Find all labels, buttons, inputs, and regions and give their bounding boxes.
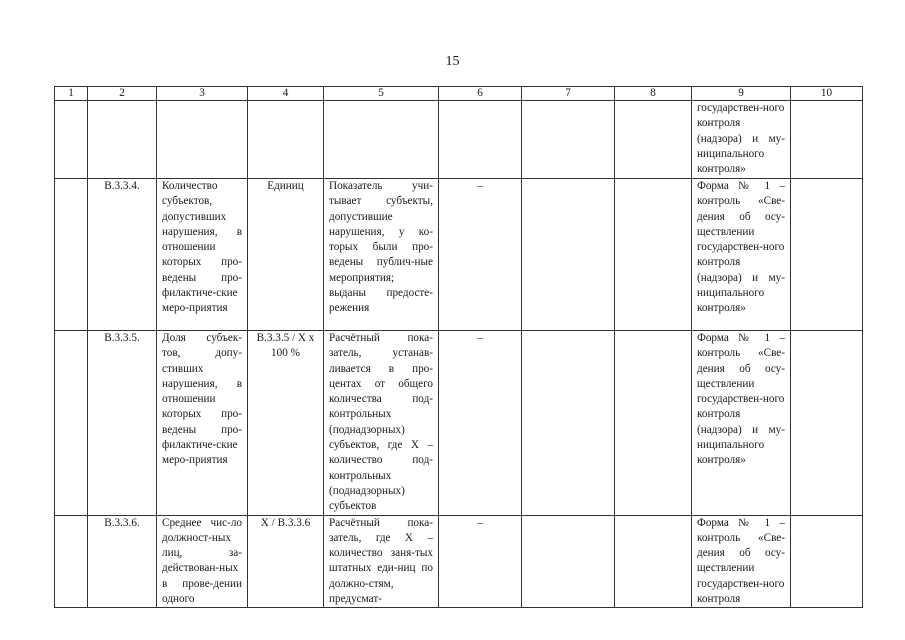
cell-col6: – [439, 515, 522, 608]
cell-col1 [55, 179, 88, 331]
column-header: 7 [522, 87, 615, 101]
cell-col7 [522, 101, 615, 179]
cell-col1 [55, 331, 88, 516]
column-header: 4 [248, 87, 324, 101]
cell-col6 [439, 101, 522, 179]
cell-col6: – [439, 331, 522, 516]
cell-code: В.3.3.4. [88, 179, 157, 331]
cell-code [88, 101, 157, 179]
column-number-row [55, 87, 863, 101]
column-header: 1 [55, 87, 88, 101]
cell-col8 [615, 331, 692, 516]
cell-code: В.3.3.5. [88, 331, 157, 516]
column-header: 6 [439, 87, 522, 101]
cell-col8 [615, 101, 692, 179]
column-header: 2 [88, 87, 157, 101]
cell-col7 [522, 179, 615, 331]
cell-method: Показатель учи-тывает субъекты, допустившие нарушения, у ко-торых были про-ведены публич-ные мероприятия; выданы предосте-режения [324, 179, 439, 331]
cell-col10 [791, 101, 863, 179]
cell-col6: – [439, 179, 522, 331]
cell-indicator [157, 101, 248, 179]
cell-col10 [791, 179, 863, 331]
cell-source: Форма № 1 – контроль «Све-дения об осу-ществлении государствен-ного контроля (надзора) и му-ниципального контроля» [692, 179, 791, 331]
cell-col1 [55, 101, 88, 179]
cell-col10 [791, 515, 863, 608]
column-header: 8 [615, 87, 692, 101]
column-header: 10 [791, 87, 863, 101]
cell-col7 [522, 331, 615, 516]
cell-source: Форма № 1 – контроль «Све-дения об осу-ществлении государствен-ного контроля (надзора) и му-ниципального контроля» [692, 331, 791, 516]
cell-source: государствен-ного контроля (надзора) и му-ниципального контроля» [692, 101, 791, 179]
column-header: 3 [157, 87, 248, 101]
cell-method: Расчётный пока-затель, где Х – количество заня-тых штатных еди-ниц по должно-стям, предусмат- [324, 515, 439, 608]
cell-col7 [522, 515, 615, 608]
column-header: 5 [324, 87, 439, 101]
cell-unit [248, 101, 324, 179]
cell-code: В.3.3.6. [88, 515, 157, 608]
cell-col10 [791, 331, 863, 516]
column-header: 9 [692, 87, 791, 101]
table-row [55, 331, 863, 516]
cell-indicator: Доля субъек-тов, допу-стивших нарушения, в отношении которых про-ведены про-филактиче-ские меро-приятия [157, 331, 248, 516]
cell-unit: В.3.3.5 / Х х 100 % [248, 331, 324, 516]
cell-indicator: Среднее чис-ло должност-ных лиц, за-действован-ных в прове-дении одного [157, 515, 248, 608]
indicator-table [54, 86, 863, 608]
table-row [55, 515, 863, 608]
cell-unit: Единиц [248, 179, 324, 331]
table-row [55, 101, 863, 179]
cell-unit: Х / В.3.3.6 [248, 515, 324, 608]
cell-method: Расчётный пока-затель, устанав-ливается в про-центах от общего количества под-контрольных (поднадзорных) субъектов, где Х – количество под-контрольных (поднадзорных) субъектов [324, 331, 439, 516]
cell-col8 [615, 179, 692, 331]
table-row [55, 179, 863, 331]
cell-col8 [615, 515, 692, 608]
cell-indicator: Количество субъектов, допустивших нарушения, в отношении которых про-ведены про-филактиче-ские меро-приятия [157, 179, 248, 331]
cell-source: Форма № 1 – контроль «Све-дения об осу-ществлении государствен-ного контроля [692, 515, 791, 608]
cell-method [324, 101, 439, 179]
cell-col1 [55, 515, 88, 608]
page-number: 15 [445, 54, 460, 69]
